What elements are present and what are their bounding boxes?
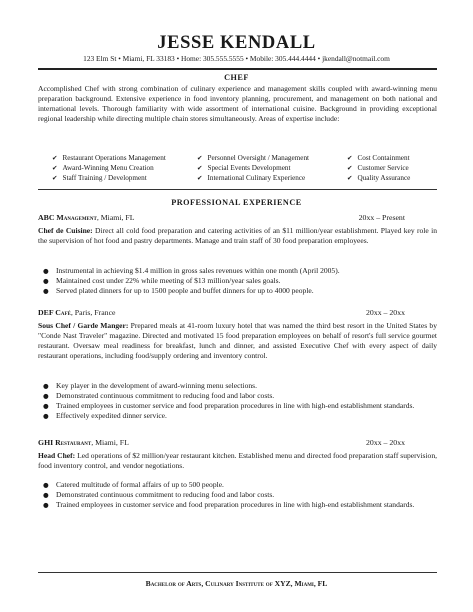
achievement-item: ● Served plated dinners for up to 1500 people and buffet dinners for up to 4000 people. xyxy=(43,286,314,296)
job-summary: Led operations of $2 million/year restaurant kitchen. Established menu and directed food preparation staff supervision, food inventory control, and vendor negotiations. xyxy=(38,451,437,471)
job-summary: Direct all cold food preparation and catering activities of an $11 million/year establishment. Played key role in the supervision of hot food and pastry departments. Manage and train staff of 30 food preparation employees. xyxy=(38,226,437,246)
bullet-icon: ● xyxy=(43,382,49,390)
achievement-item: ● Instrumental in achieving $1.4 million in gross sales revenues within one month (April 2005). xyxy=(43,266,340,275)
expertise-item: ✔ Special Events Development xyxy=(197,164,291,173)
job-dates: 20xx – Present xyxy=(358,213,405,222)
bullet-icon: ● xyxy=(43,491,49,500)
education-line: Bachelor of Arts, Culinary Institute of XYZ, Miami, FL xyxy=(145,579,328,588)
company-name: ABC Management xyxy=(38,213,97,222)
checkmark-icon: ✔ xyxy=(52,164,58,173)
job-summary: Prepared meals at 41-room luxury hotel that was named the third best resort in the United States by "Conde Nast Traveler" magazine. Directed and motivated 15 food preparation employees on behalf of resort's full service gourmet restaurant. Oversaw meal readiness for breakfast, lunch and dinner, and assisted Executive Chef with every aspect of daily restaurant operations, including food/supply ordering and inventory control. xyxy=(38,321,437,361)
checkmark-icon: ✔ xyxy=(197,174,203,183)
bullet-icon: ● xyxy=(43,267,49,275)
applicant-name: JESSE KENDALL xyxy=(157,33,316,53)
job-title: Chef de Cuisine: xyxy=(38,226,93,235)
bullet-icon: ● xyxy=(43,277,49,286)
achievement-item: ● Catered multitude of formal affairs of up to 500 people. xyxy=(43,480,224,489)
expertise-row xyxy=(52,173,442,183)
checkmark-icon: ✔ xyxy=(52,174,58,183)
expertise-item: ✔ Staff Training / Development xyxy=(52,174,147,183)
expertise-item: ✔ International Culinary Experience xyxy=(197,174,306,183)
expertise-item: ✔ Customer Service xyxy=(347,164,409,173)
job-header xyxy=(38,438,437,448)
checkmark-icon: ✔ xyxy=(197,154,203,162)
job-achievements xyxy=(43,381,421,421)
experience-heading: PROFESSIONAL EXPERIENCE xyxy=(171,198,302,207)
company-location: , Miami, FL xyxy=(91,438,129,447)
achievement-item: ● Maintained cost under 22% while meeting of $13 million/year sales goals. xyxy=(43,276,281,286)
company-name: DEF Café xyxy=(38,308,71,317)
contact-line: 123 Elm St • Miami, FL 33183 • Home: 305.555.5555 • Mobile: 305.444.4444 • jkendall@notmail.com xyxy=(83,54,390,63)
summary-paragraph: Accomplished Chef with strong combination of culinary experience and management skills coupled with award-winning menu preparation background. Extensive experience in food inventory planning, procurement, and management on both national and international levels. Thorough familiarity with wide assortment of international cuisine. Background in providing exceptional regional leadership while directing multiple chain stores simultaneously. Areas of expertise include: xyxy=(38,84,437,124)
bullet-icon: ● xyxy=(43,402,49,411)
job-title: Head Chef: xyxy=(38,451,76,460)
company-location: , Paris, France xyxy=(70,308,116,317)
checkmark-icon: ✔ xyxy=(347,174,353,183)
job-description xyxy=(38,321,437,361)
achievement-item: ● Trained employees in customer service and food preparation procedures in line with high-end establishment standards. xyxy=(43,500,415,510)
expertise-row xyxy=(52,163,442,173)
achievement-item: ● Demonstrated continuous commitment to reducing food and labor costs. xyxy=(43,490,275,500)
summary-heading: CHEF xyxy=(224,73,249,82)
achievement-item: ● Demonstrated continuous commitment to reducing food and labor costs. xyxy=(43,391,275,401)
bullet-icon: ● xyxy=(43,392,49,401)
job-title: Sous Chef / Garde Manger: xyxy=(38,321,129,330)
expertise-item: ✔ Restaurant Operations Management xyxy=(52,154,166,162)
footer-rule xyxy=(38,572,437,573)
header-rule xyxy=(38,68,437,70)
job-achievements xyxy=(43,266,421,296)
expertise-item: ✔ Quality Assurance xyxy=(347,174,411,183)
achievement-item: ● Trained employees in customer service and food preparation procedures in line with high-end establishment standards. xyxy=(43,401,415,411)
checkmark-icon: ✔ xyxy=(52,154,58,162)
expertise-grid xyxy=(52,153,442,184)
checkmark-icon: ✔ xyxy=(347,154,353,162)
expertise-item: ✔ Cost Containment xyxy=(347,154,410,162)
achievement-item: ● Key player in the development of award-winning menu selections. xyxy=(43,381,257,390)
job-header xyxy=(38,213,437,223)
bullet-icon: ● xyxy=(43,412,49,421)
section-rule xyxy=(38,189,437,190)
company-location: , Miami, FL xyxy=(96,213,135,222)
checkmark-icon: ✔ xyxy=(347,164,353,173)
job-header xyxy=(38,308,437,318)
job-achievements xyxy=(43,480,421,510)
bullet-icon: ● xyxy=(43,481,49,489)
checkmark-icon: ✔ xyxy=(197,164,203,173)
job-dates: 20xx – 20xx xyxy=(366,438,405,447)
job-dates: 20xx – 20xx xyxy=(366,308,405,317)
bullet-icon: ● xyxy=(43,287,49,296)
expertise-item: ✔ Award-Winning Menu Creation xyxy=(52,164,154,173)
company-name: GHI Restaurant xyxy=(38,438,92,447)
expertise-row xyxy=(52,153,442,163)
job-description xyxy=(38,451,437,471)
expertise-item: ✔ Personnel Oversight / Management xyxy=(197,154,310,162)
achievement-item: ● Effectively expedited dinner service. xyxy=(43,411,167,421)
job-description xyxy=(38,226,437,246)
bullet-icon: ● xyxy=(43,501,49,510)
